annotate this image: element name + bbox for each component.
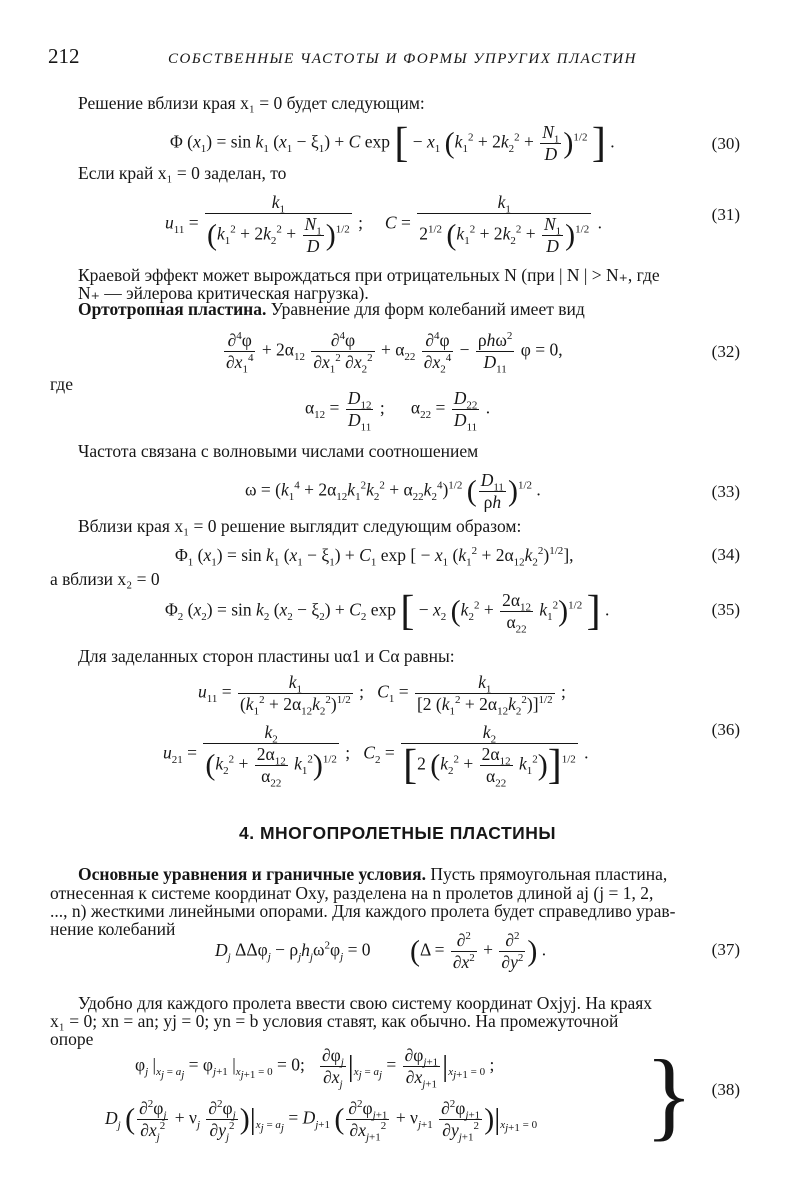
running-title: СОБСТВЕННЫЕ ЧАСТОТЫ И ФОРМЫ УПРУГИХ ПЛАСТИН (168, 51, 637, 67)
paragraph-8: а вблизи x₂ = 0 (50, 569, 160, 589)
equation-35: $\Phi_2$ $(x_2) = \sin k_2$ $(x_2 - \xi_2) + C_2$ exp [ − $x_2$ ($k_2^2$ + $\frac{2\alpha_{12}}{\alpha_{22}}$ $k_1^2)^{1/2}$ ] . (165, 588, 610, 636)
equation-number-34: (34) (711, 545, 740, 564)
equation-36-line-1: $u_{11}$ = $\frac{k_1}{(k_1^2 + 2\alpha_{12}k_2^2)^{1/2}}$ ; $C_1$ = $\frac{k_1}{[2 (k_1^2 + 2\alpha_{12}k_2^2)]^{1/2}}$ ; (198, 672, 566, 718)
equation-alpha-definitions: $\alpha_{12}$ = $\frac{D_{12}}{D_{11}}$ ; $\alpha_{22}$ = $\frac{D_{22}}{D_{11}}$ . (305, 388, 491, 434)
paragraph-5: где (50, 374, 73, 394)
paragraph-10-line-3: ..., n) жесткими линейными опорами. Для каждого пролета будет справедливо урав- (50, 901, 676, 921)
paragraph-3-line-2: N₊ — эйлерова критическая нагрузка). (78, 283, 369, 303)
equation-number-35: (35) (711, 600, 740, 619)
paragraph-4 (78, 298, 585, 321)
paragraph-4-heading: Ортотропная пластина. (78, 299, 267, 319)
equation-32: $\frac{\partial^4\varphi}{\partial x_1^4}$ + $2\alpha_{12}$ $\frac{\partial^4\varphi}{\partial x_1^2 \partial x_2^2}$ + $\alpha_{22}$ $\frac{\partial^4\varphi}{\partial x_2^4}$ − $\frac{\rho h\omega^2}{D_{11}}$ φ = 0, (226, 330, 563, 376)
paragraph-11-line-1: Удобно для каждого пролета ввести свою систему координат Oxjyj. На краях (78, 993, 653, 1013)
equation-34: $\Phi_1$ $(x_1) = \sin k_1$ $(x_1 - \xi_1) + C_1$ exp [ − $x_1$ $(k_1^2 + 2\alpha_{12}k_2^2)^{1/2}$], (175, 545, 574, 569)
equation-number-30: (30) (711, 134, 740, 153)
equation-number-31: (31) (711, 205, 740, 224)
page-number: 212 (48, 44, 80, 68)
equation-number-37: (37) (711, 940, 740, 959)
equation-31: $u_{11}$ = $k_1$ ($k_1^2 + 2k_2^2$ + $\frac{N_1}{D}$ )$^{1/2}$ ; C = $k_1$ $2^{1/2}$ ($k_1^2 + 2k_2^2$ + $\frac{N_1}{D}$ )$^{1/2}$ . (165, 192, 602, 256)
paragraph-2: Если край x₁ = 0 заделан, то (78, 163, 287, 183)
paragraph-3-line-1: Краевой эффект может вырождаться при отрицательных N (при | N | > N₊, где (78, 265, 660, 285)
paragraph-4-text: Уравнение для форм колебаний имеет вид (270, 299, 585, 319)
equation-number-38: (38) (711, 1080, 740, 1099)
equation-number-36: (36) (711, 720, 740, 739)
paragraph-10-heading: Основные уравнения и граничные условия. (78, 864, 426, 884)
equation-number-33: (33) (711, 482, 740, 501)
paragraph-1: Решение вблизи края x₁ = 0 будет следующим: (78, 93, 425, 113)
paragraph-10-text: Пусть прямоугольная пластина, (430, 864, 668, 884)
paragraph-10-line-4: нение колебаний (50, 919, 176, 939)
equation-36-line-2: $u_{21}$ = $k_2$ ($k_2^2$ + $\frac{2\alpha_{12}}{\alpha_{22}}$ $k_1^2)^{1/2}$ ; $C_2$ = $k_2$ [2 ($k_2^2$ + $\frac{2\alpha_{12}}{\alpha_{22}}$ $k_1^2)]^{1/2}$ . (163, 722, 589, 790)
equation-38-line-1: $\varphi_j$ $|_{x_j = a_j} = \varphi_{j+1}$ $|_{x_{j+1} = 0} = 0$; $\frac{\partial\varphi_j}{\partial x_j}$ $|_{x_j = a_j}$ = $\frac{\partial\varphi_{j+1}}{\partial x_{j+1}}$ $|_{x_{j+1} = 0}$ ; (135, 1045, 495, 1091)
paragraph-9: Для заделанных сторон пластины uα1 и Cα равны: (78, 646, 455, 666)
paragraph-10-line-2: отнесенная к системе координат Oxy, разделена на n пролетов длиной aj (j = 1, 2, (50, 883, 654, 903)
paragraph-11-line-2: x₁ = 0; xn = an; yj = 0; yn = b условия ставят, как обычно. На промежуточной (50, 1011, 619, 1031)
paragraph-11-line-3: опоре (50, 1029, 94, 1049)
paragraph-7: Вблизи края x₁ = 0 решение выглядит следующим образом: (78, 516, 522, 536)
equation-number-32: (32) (711, 342, 740, 361)
section-title: 4. МНОГОПРОЛЕТНЫЕ ПЛАСТИНЫ (238, 823, 557, 843)
paragraph-6: Частота связана с волновыми числами соотношением (78, 441, 479, 461)
equation-33: $\omega = (k_1^4 + 2\alpha_{12}k_1^2k_2^2 + \alpha_{22}k_2^4)^{1/2}$ ( $\frac{D_{11}}{\rho h}$ )$^{1/2}$ . (245, 470, 541, 512)
equation-38-line-2: $D_j$ ( $\frac{\partial^2\varphi_j}{\partial x_j^2}$ + $\nu_j$ $\frac{\partial^2\varphi_j}{\partial y_j^2}$ )$|_{x_j = a_j} = D_{j+1}$ ( $\frac{\partial^2\varphi_{j+1}}{\partial x_{j+1}^2}$ + $\nu_{j+1}$ $\frac{\partial^2\varphi_{j+1}}{\partial y_{j+1}^2}$ )$|_{x_{j+1} = 0}$ (105, 1098, 538, 1144)
equation-30: Φ $(x_1) = \sin k_1$ $(x_1 - \xi_1) + C$ exp [ − $x_1$ ($k_1^2 + 2k_2^2$ + $\frac{N_1}{D}$ )$^{1/2}$ ] . (170, 120, 615, 167)
equation-37: $D_j$ $\Delta\Delta\varphi_j - \rho_jh_j\omega^2\varphi_j = 0$ (Δ = $\frac{\partial^2}{\partial x^2}$ + $\frac{\partial^2}{\partial y^2}$ ) . (215, 930, 547, 972)
